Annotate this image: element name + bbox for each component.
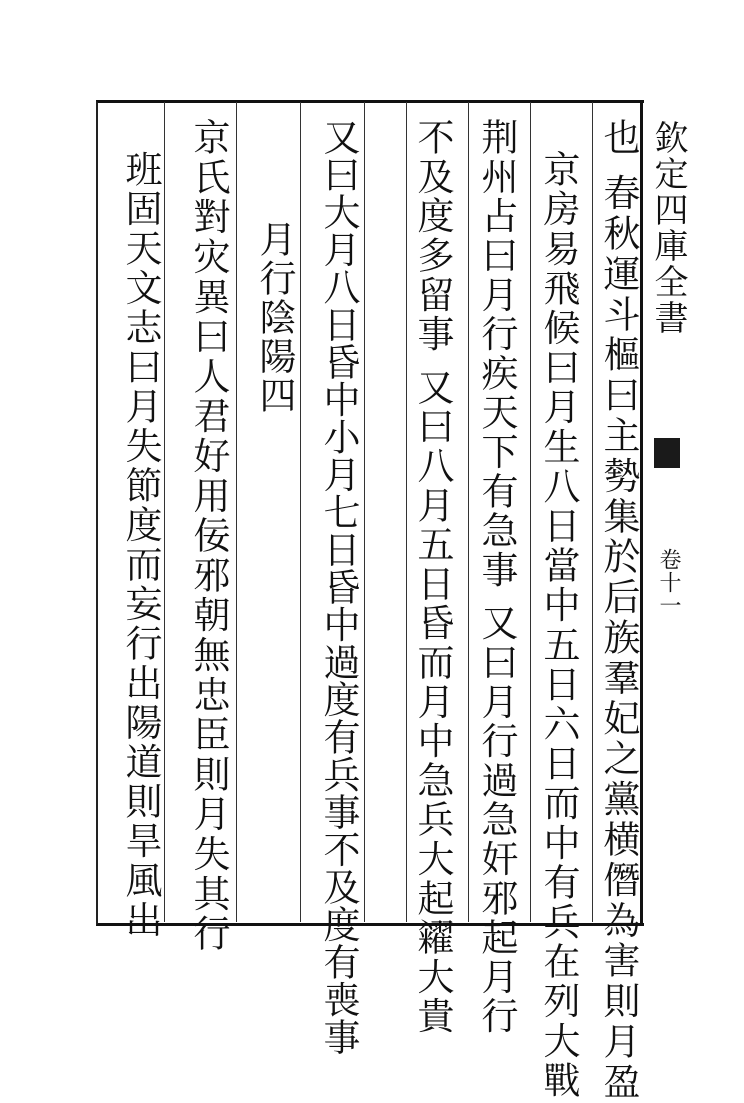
column-rule [364, 102, 365, 922]
text-column-1: 也 春秋運斗樞曰主勢集於后族羣妃之黨横僭為害則月盈 [597, 118, 640, 1103]
column-rule [468, 102, 469, 922]
text-column-4: 不及度多留事 又曰八月五日昏而月中急兵大起糴大貴 [411, 118, 454, 1036]
text-column-8: 班固天文志曰月失節度而妄行出陽道則旱風出 [119, 150, 162, 940]
text-column-7: 京氏對灾異曰人君好用佞邪朝無忠臣則月失其行 [187, 118, 230, 954]
text-column-3: 荆州占曰月行疾天下有急事 又曰月行過急奸邪起月行 [475, 118, 518, 1036]
column-rule [592, 102, 593, 922]
column-rule [300, 102, 301, 922]
page-margin-strip [646, 112, 690, 912]
section-heading: 月行陰陽四 [253, 220, 296, 415]
text-column-2: 京房易飛候曰月生八日當中五日六日而中有兵在列大戰 [537, 150, 580, 1101]
text-column-5: 又曰大月八日昏中小月七日昏中過度有兵事不及度有喪事 [317, 118, 360, 1056]
column-rule [236, 102, 237, 922]
column-rule [406, 102, 407, 922]
column-rule [530, 102, 531, 922]
fish-tail-mark [654, 438, 680, 468]
frame-right-border [640, 100, 643, 926]
column-rule [164, 102, 165, 922]
book-title: 欽定四庫全書 [648, 120, 688, 336]
volume-number: 卷十一 [656, 548, 681, 617]
